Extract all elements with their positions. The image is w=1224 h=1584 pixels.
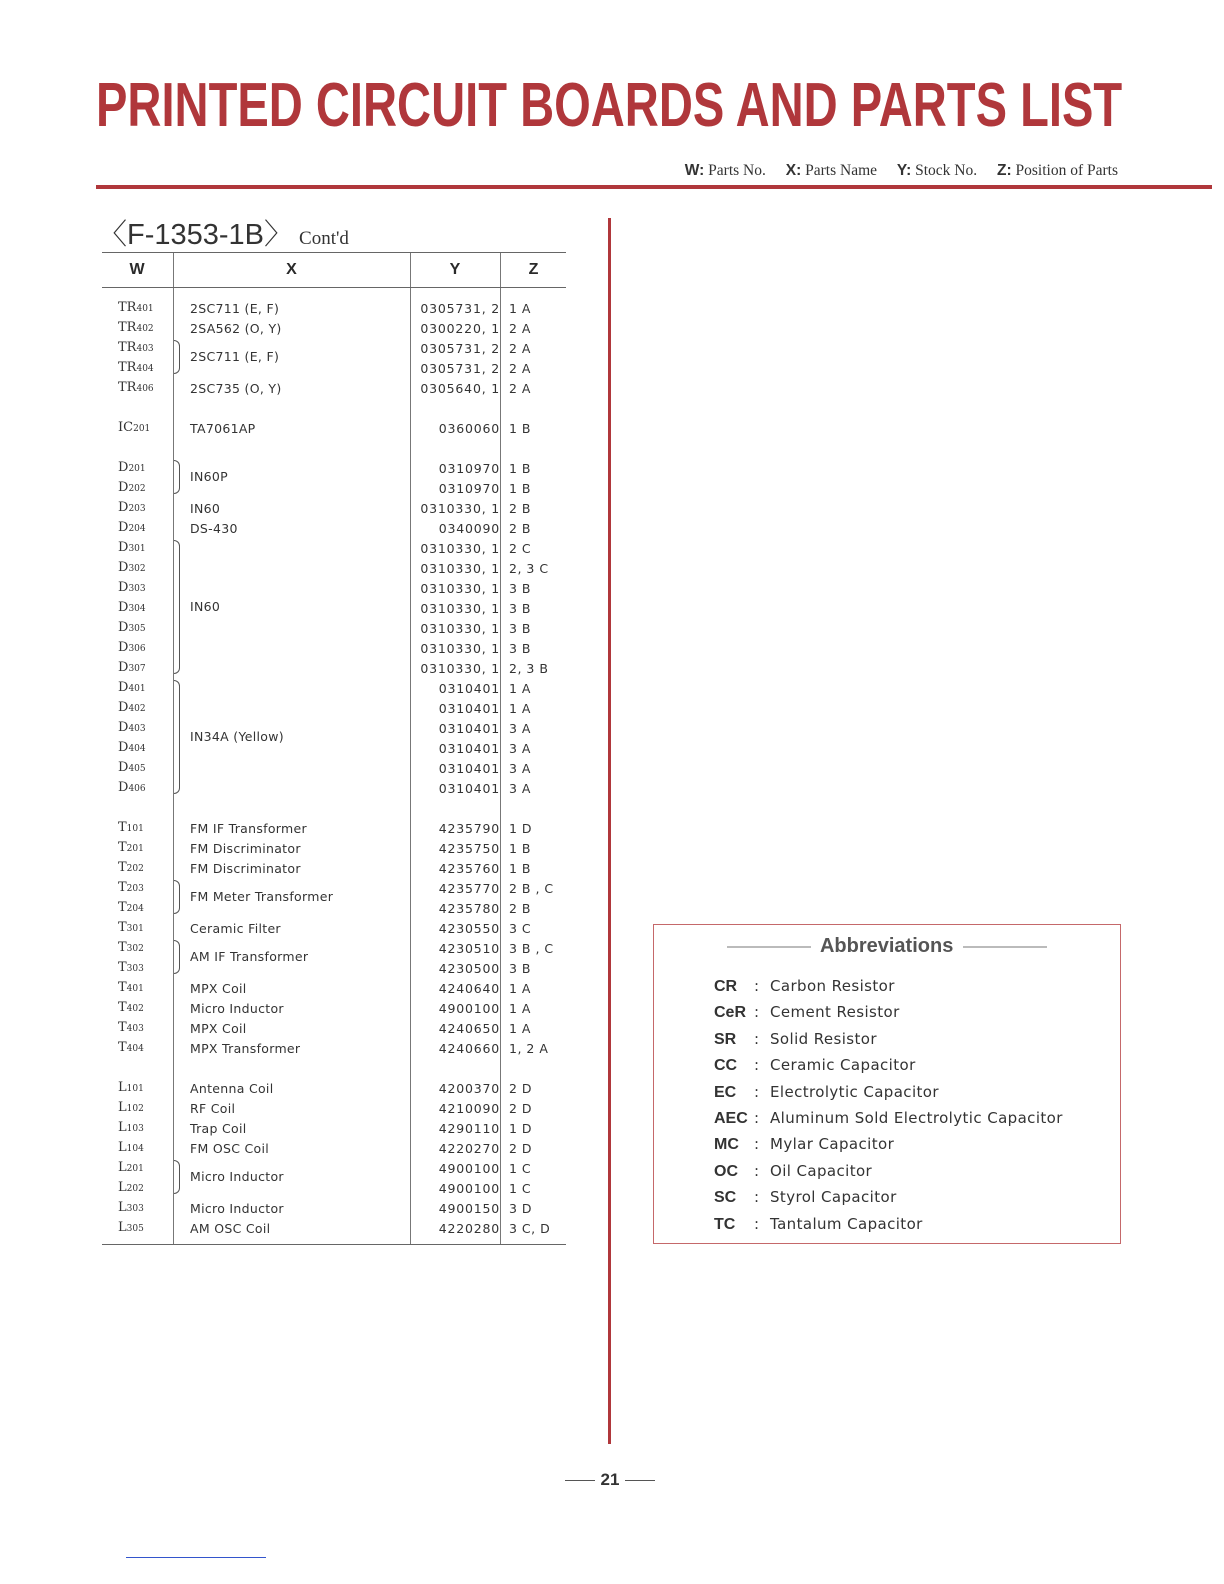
part-number: D405 [118,760,146,775]
part-name: MPX Transformer [190,1041,301,1056]
part-number: L102 [118,1100,144,1115]
stock-number: 0310401 [438,681,500,696]
table-row [102,838,566,858]
legend-item-y: Y: Stock No. [896,162,978,179]
table-row [102,758,566,778]
part-number: D305 [118,620,146,635]
header-rule [96,185,1212,189]
stock-number: 4290110 [438,1121,500,1136]
part-position: 1 A [509,681,531,696]
part-position: 1, 2 A [509,1041,549,1056]
part-position: 1 A [509,701,531,716]
board-code: 〈F-1353-1B〉 [98,219,294,251]
part-number: D302 [118,560,146,575]
table-row [102,1078,566,1098]
table-row [102,698,566,718]
part-name: TA7061AP [190,421,256,436]
table-row [102,598,566,618]
stock-number: 4230510 [438,941,500,956]
part-position: 1 C [509,1161,532,1176]
abbreviation-separator: : [754,1003,760,1022]
group-part-name: IN60P [190,469,228,484]
abbreviation-item [714,1135,894,1154]
abbreviation-description: Oil Capacitor [770,1161,873,1180]
stock-number: 4235760 [438,861,500,876]
abbreviation-description: Mylar Capacitor [770,1135,895,1154]
stock-number: 0310401 [438,721,500,736]
title-rule-right [963,946,1047,948]
part-position: 2 A [509,381,531,396]
parts-table [102,252,566,1245]
column-legend [669,162,1118,180]
abbreviation-separator: : [754,1082,760,1101]
abbreviation-description: Styrol Capacitor [770,1188,897,1207]
stock-number: 0310330, 1 [420,541,500,556]
table-row [102,1118,566,1138]
table-row [102,418,566,438]
abbreviation-description: Solid Resistor [770,1029,877,1048]
abbreviation-description: Carbon Resistor [770,977,895,995]
stock-number: 4220280 [438,1221,500,1236]
table-row [102,858,566,878]
table-row [102,498,566,518]
abbreviation-item [714,977,895,996]
group-brace [174,540,180,674]
table-row [102,1218,566,1238]
stock-number: 0310330, 1 [420,561,500,576]
part-number: D401 [118,680,146,695]
stock-number: 0310401 [438,781,500,796]
group-part-name: IN34A (Yellow) [190,729,284,744]
table-row [102,638,566,658]
part-name: Micro Inductor [190,1001,284,1016]
part-position: 1 B [509,841,532,856]
header-x: X [286,261,297,278]
abbreviations-heading [654,935,1120,958]
bottom-rule [126,1557,266,1558]
abbreviation-code: AEC [714,1110,748,1127]
part-position: 1 A [509,1021,531,1036]
stock-number: 4235750 [438,841,500,856]
group-brace [174,940,180,974]
group-brace [174,880,180,914]
part-number: D306 [118,640,146,655]
table-row [102,1038,566,1058]
table-row [102,958,566,978]
header-z: Z [528,261,539,278]
stock-number: 0310401 [438,741,500,756]
page-number-dash [565,1480,595,1481]
group-part-name: IN60 [190,599,221,614]
abbreviation-separator: : [754,1161,760,1180]
stock-number: 4900100 [438,1161,500,1176]
table-row [102,338,566,358]
part-position: 1 B [509,421,532,436]
stock-number: 0305640, 1 [420,381,500,396]
column-line [173,253,174,287]
part-position: 1 D [509,821,533,836]
part-number: T402 [118,1000,144,1015]
legend-item-x: X: Parts Name [785,162,878,179]
abbreviations-box [653,924,1121,1244]
stock-number: 4240640 [438,981,500,996]
abbreviation-code: CR [714,978,738,995]
part-position: 2 B [509,501,532,516]
part-name: FM OSC Coil [190,1141,270,1156]
part-number: T203 [118,880,144,895]
stock-number: 4900150 [438,1201,500,1216]
part-number: L201 [118,1160,144,1175]
table-row [102,778,566,798]
abbreviation-description: Cement Resistor [770,1003,900,1022]
part-position: 1 C [509,1181,532,1196]
abbreviation-separator: : [754,1135,760,1154]
part-position: 3 C [509,921,532,936]
part-name: FM Discriminator [190,841,301,856]
table-row [102,1178,566,1198]
part-position: 1 B [509,861,532,876]
table-row [102,738,566,758]
abbreviation-separator: : [754,1029,760,1048]
stock-number: 4235790 [438,821,500,836]
part-number: IC201 [118,420,151,435]
abbreviation-description: Electrolytic Capacitor [770,1082,939,1101]
column-divider [608,218,611,1444]
table-row [102,818,566,838]
abbreviation-code: EC [714,1083,737,1101]
part-position: 3 D [509,1201,533,1216]
header-w: W [129,261,145,278]
part-number: D304 [118,600,146,615]
part-number: D203 [118,500,146,515]
part-position: 3 B [509,641,532,656]
abbreviation-code: TC [714,1215,736,1233]
part-number: D301 [118,540,146,555]
part-position: 2 B [509,901,532,916]
table-row [102,998,566,1018]
part-name: 2SC735 (O, Y) [190,381,282,396]
part-position: 3 B [509,621,532,636]
part-position: 2 D [509,1141,533,1156]
part-position: 2 D [509,1101,533,1116]
part-position: 3 A [509,781,531,796]
table-row [102,558,566,578]
part-position: 2, 3 C [509,561,549,576]
part-number: L202 [118,1180,144,1195]
stock-number: 4235780 [438,901,500,916]
part-number: L303 [118,1200,144,1215]
abbreviation-code: CeR [714,1004,747,1022]
part-position: 2 D [509,1081,533,1096]
abbreviation-separator: : [754,1056,760,1075]
part-number: D402 [118,700,146,715]
table-row [102,658,566,678]
stock-number: 0305731, 2 [420,361,500,376]
part-number: T204 [118,900,144,915]
stock-number: 4900100 [438,1001,500,1016]
part-number: L104 [118,1140,144,1155]
stock-number: 4230550 [438,921,500,936]
stock-number: 4210090 [438,1101,500,1116]
part-position: 2 A [509,361,531,376]
part-number: D202 [118,480,146,495]
stock-number: 0310330, 1 [420,601,500,616]
part-name: Trap Coil [190,1121,247,1136]
table-row [102,898,566,918]
table-row [102,518,566,538]
table-row [102,478,566,498]
legend-item-z: Z: Position of Parts [997,162,1118,179]
table-body [102,288,566,1244]
part-number: L103 [118,1120,144,1135]
board-heading [98,212,349,253]
page-number-dash [625,1480,655,1481]
part-number: T202 [118,860,144,875]
part-number: D303 [118,580,146,595]
part-position: 3 B [509,581,532,596]
part-number: TR403 [118,340,154,355]
part-number: TR404 [118,360,154,375]
part-name: IN60 [190,501,221,516]
abbreviation-description: Ceramic Capacitor [770,1056,916,1075]
group-brace [174,1160,180,1194]
board-contd: Cont'd [299,228,349,249]
table-row [102,678,566,698]
page-number-value: 21 [600,1470,620,1489]
abbreviation-item [714,1215,923,1234]
part-number: T101 [118,820,144,835]
abbreviation-item [714,1030,877,1049]
table-row [102,538,566,558]
part-number: D204 [118,520,146,535]
stock-number: 0340090 [438,521,500,536]
stock-number: 4240660 [438,1041,500,1056]
part-number: T401 [118,980,144,995]
part-number: T404 [118,1040,144,1055]
part-position: 2 A [509,341,531,356]
abbreviation-item [714,1188,897,1207]
part-number: L305 [118,1220,144,1235]
part-name: 2SA562 (O, Y) [190,321,282,336]
table-row [102,918,566,938]
abbreviation-description: Tantalum Capacitor [770,1214,923,1233]
abbreviation-code: OC [714,1162,738,1180]
legend-item-w: W: Parts No. [684,162,766,179]
abbreviation-item [714,1109,1063,1128]
part-name: RF Coil [190,1101,236,1116]
part-number: D403 [118,720,146,735]
table-row [102,458,566,478]
group-brace [174,460,180,494]
stock-number: 0310401 [438,761,500,776]
page-number [558,1470,662,1490]
table-row [102,1198,566,1218]
part-number: L101 [118,1080,144,1095]
part-number: D201 [118,460,146,475]
stock-number: 0310970 [438,481,500,496]
abbreviation-description: Aluminum Sold Electrolytic Capacitor [770,1109,1063,1127]
abbreviation-item [714,1162,872,1181]
part-number: TR402 [118,320,154,335]
stock-number: 4240650 [438,1021,500,1036]
header-y: Y [449,261,461,278]
part-position: 1 A [509,301,531,316]
abbreviation-code: MC [714,1136,739,1154]
stock-number: 0305731, 2 [420,341,500,356]
group-part-name: FM Meter Transformer [190,889,334,904]
table-row [102,1098,566,1118]
part-position: 3 A [509,721,531,736]
part-position: 2, 3 B [509,661,549,676]
stock-number: 4220270 [438,1141,500,1156]
part-name: 2SC711 (E, F) [190,301,280,316]
abbreviation-separator: : [754,977,760,995]
abbreviation-item [714,1056,916,1075]
table-row [102,618,566,638]
stock-number: 0310401 [438,701,500,716]
part-number: T303 [118,960,144,975]
part-position: 3 A [509,761,531,776]
part-position: 2 B [509,521,532,536]
part-number: D307 [118,660,146,675]
table-row [102,298,566,318]
part-number: T301 [118,920,144,935]
part-number: D406 [118,780,146,795]
stock-number: 0310330, 1 [420,621,500,636]
abbreviation-separator: : [754,1214,760,1233]
stock-number: 0360060 [438,421,500,436]
group-brace [174,680,180,794]
part-position: 1 A [509,981,531,996]
part-position: 2 A [509,321,531,336]
abbreviation-item [714,1003,900,1022]
column-line [500,253,501,287]
table-row [102,1138,566,1158]
stock-number: 0305731, 2 [420,301,500,316]
part-name: Ceramic Filter [190,921,281,936]
abbreviation-separator: : [754,1109,760,1127]
stock-number: 0310330, 1 [420,581,500,596]
part-number: TR401 [118,300,154,315]
part-name: FM IF Transformer [190,821,307,836]
table-row [102,378,566,398]
title-rule-left [727,946,811,948]
part-name: FM Discriminator [190,861,301,876]
part-position: 3 A [509,741,531,756]
part-position: 3 C, D [509,1221,551,1236]
page-title: PRINTED CIRCUIT BOARDS AND PARTS LIST [96,71,1123,140]
stock-number: 0310970 [438,461,500,476]
part-name: Antenna Coil [190,1081,274,1096]
part-position: 3 B [509,601,532,616]
part-name: MPX Coil [190,1021,247,1036]
table-header [102,253,566,288]
part-position: 3 B [509,961,532,976]
part-position: 1 B [509,461,532,476]
part-number: T302 [118,940,144,955]
part-name: Micro Inductor [190,1201,284,1216]
table-row [102,978,566,998]
table-row [102,1018,566,1038]
abbreviation-separator: : [754,1188,760,1207]
column-line [410,253,411,287]
abbreviations-title: Abbreviations [819,935,954,957]
stock-number: 4230500 [438,961,500,976]
table-row [102,938,566,958]
part-position: 2 C [509,541,532,556]
abbreviation-code: CC [714,1057,738,1075]
part-number: T201 [118,840,144,855]
part-position: 1 B [509,481,532,496]
abbreviation-item [714,1083,939,1102]
part-number: T403 [118,1020,144,1035]
abbreviation-code: SR [714,1030,737,1048]
stock-number: 0300220, 1 [420,321,500,336]
group-part-name: AM IF Transformer [190,949,309,964]
part-position: 3 B , C [509,941,554,956]
abbreviation-code: SC [714,1189,737,1207]
table-row [102,878,566,898]
part-name: MPX Coil [190,981,247,996]
stock-number: 0310330, 1 [420,641,500,656]
table-row [102,358,566,378]
part-number: TR406 [118,380,154,395]
part-position: 2 B , C [509,881,554,896]
table-row [102,318,566,338]
part-position: 1 D [509,1121,533,1136]
stock-number: 4235770 [438,881,500,896]
group-part-name: 2SC711 (E, F) [190,349,280,364]
part-name: AM OSC Coil [190,1221,271,1236]
table-row [102,578,566,598]
part-position: 1 A [509,1001,531,1016]
table-row [102,718,566,738]
part-name: DS-430 [190,521,238,536]
stock-number: 4900100 [438,1181,500,1196]
stock-number: 0310330, 1 [420,661,500,676]
stock-number: 4200370 [438,1081,500,1096]
stock-number: 0310330, 1 [420,501,500,516]
group-brace [174,340,180,374]
part-number: D404 [118,740,146,755]
group-part-name: Micro Inductor [190,1169,284,1184]
table-row [102,1158,566,1178]
